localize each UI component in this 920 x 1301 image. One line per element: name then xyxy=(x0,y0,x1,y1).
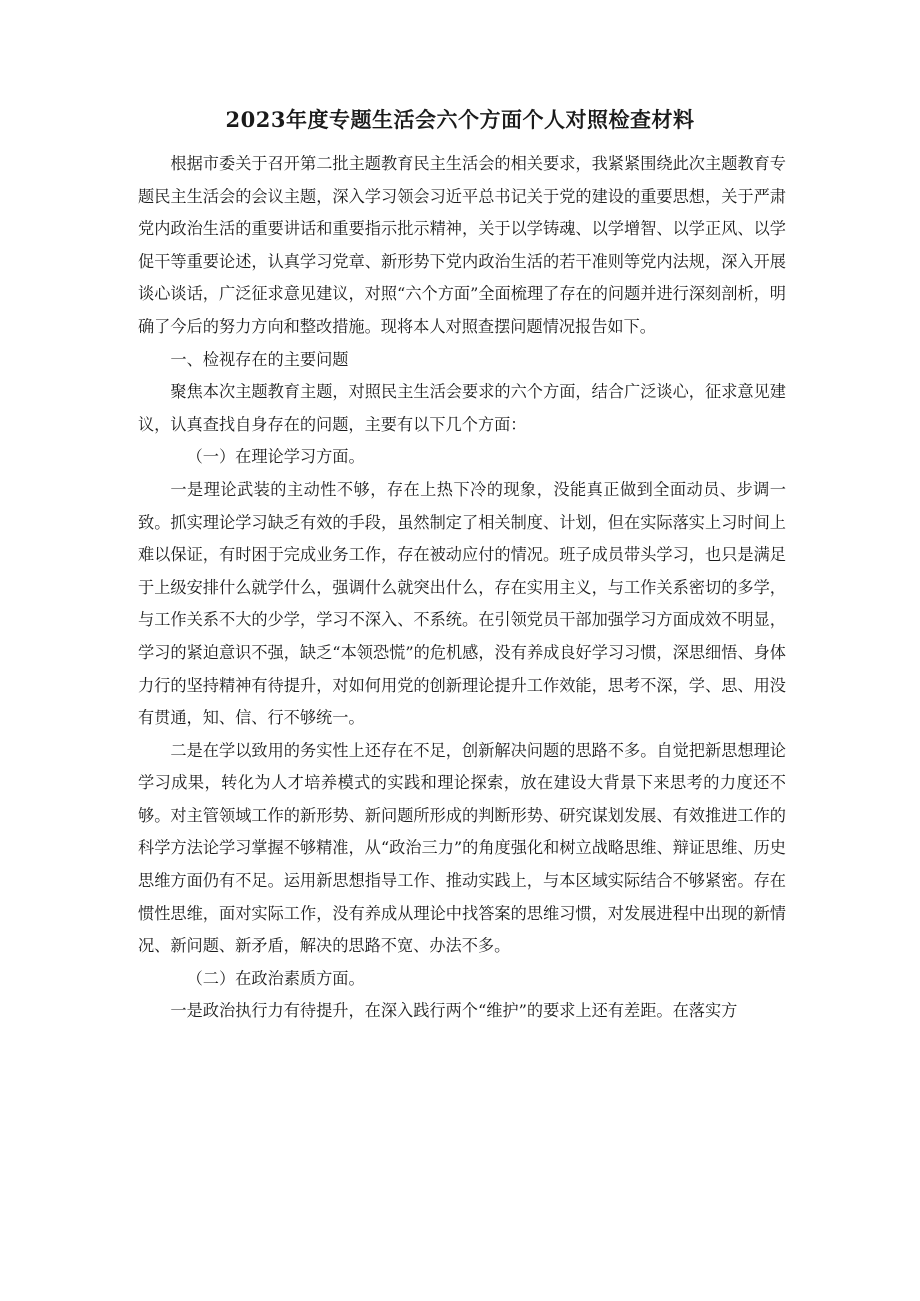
subsection-heading-political-quality: （二）在政治素质方面。 xyxy=(186,968,365,988)
document-title: 2023年度专题生活会六个方面个人对照检查材料 xyxy=(225,107,695,132)
political-quality-point-1: 一是政治执行力有待提升，在深入践行两个“维护”的要求上还有差距。在落实方 xyxy=(170,1001,738,1021)
section-1-intro-paragraph: 聚焦本次主题教育主题，对照民主生活会要求的六个方面，结合广泛谈心，征求意见建议，认真查找自身存在的问题，主要有以下几个方面： xyxy=(138,382,786,434)
subsection-heading-theory-study: （一）在理论学习方面。 xyxy=(186,447,365,467)
document-body xyxy=(138,148,786,1028)
theory-study-point-2: 二是在学以致用的务实性上还存在不足，创新解决问题的思路不多。自觉把新思想理论学习成果，转化为人才培养模式的实践和理论探索，放在建设大背景下来思考的力度还不够。对主管领域工作的新形势、新问题所形成的判断形势、研究谋划发展、有效推进工作的科学方法论学习掌握不够精准，从“政治三力”的角度强化和树立战略思维、辩证思维、历史思维方面仍有不足。运用新思想指导工作、推动实践上，与本区域实际结合不够紧密。存在惯性思维，面对实际工作，没有养成从理论中找答案的思维习惯，对发展进程中出现的新情况、新问题、新矛盾，解决的思路不宽、办法不多。 xyxy=(138,740,786,956)
intro-paragraph: 根据市委关于召开第二批主题教育民主生活会的相关要求，我紧紧围绕此次主题教育专题民主生活会的会议主题，深入学习领会习近平总书记关于党的建设的重要思想，关于严肃党内政治生活的重要讲话和重要指示批示精神，关于以学铸魂、以学增智、以学正风、以学促干等重要论述，认真学习党章、新形势下党内政治生活的若干准则等党内法规，深入开展谈心谈话，广泛征求意见建议，对照“六个方面”全面梳理了存在的问题并进行深刻剖析，明确了今后的努力方向和整改措施。现将本人对照查摆问题情况报告如下。 xyxy=(138,154,786,336)
theory-study-point-1: 一是理论武装的主动性不够，存在上热下冷的现象，没能真正做到全面动员、步调一致。抓实理论学习缺乏有效的手段，虽然制定了相关制度、计划，但在实际落实上习时间上难以保证，有时困于完成业务工作，存在被动应付的情况。班子成员带头学习，也只是满足于上级安排什么就学什么，强调什么就突出什么，存在实用主义，与工作关系密切的多学，与工作关系不大的少学，学习不深入、不系统。在引领党员干部加强学习方面成效不明显，学习的紧迫意识不强，缺乏“本领恐慌”的危机感，没有养成良好学习习惯，深思细悟、身体力行的坚持精神有待提升，对如何用党的创新理论提升工作效能，思考不深，学、思、用没有贯通，知、信、行不够统一。 xyxy=(138,479,786,728)
section-heading-1: 一、检视存在的主要问题 xyxy=(170,349,349,369)
